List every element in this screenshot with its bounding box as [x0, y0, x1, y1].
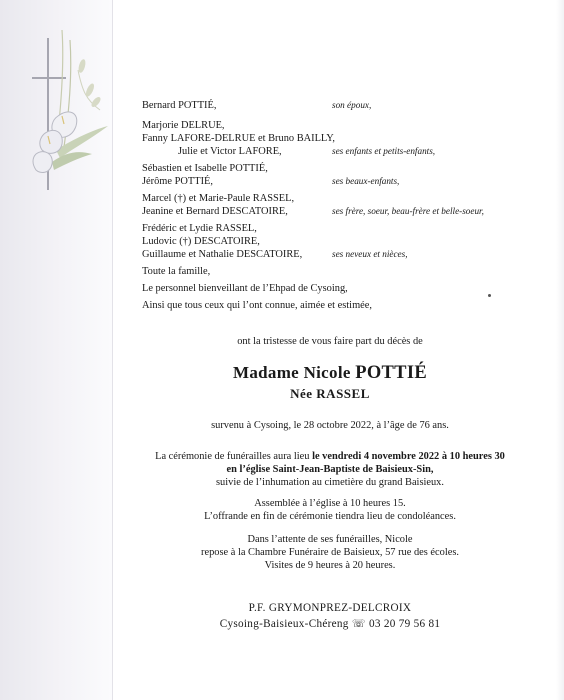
- deceased-name: [120, 363, 540, 384]
- funeral-home-contact: [120, 617, 540, 630]
- family-line: Marcel (†) et Marie-Paule RASSEL,: [142, 193, 295, 204]
- cross-and-lily-illustration: [22, 30, 112, 200]
- deceased-given-name: Madame Nicole: [233, 363, 351, 382]
- family-line: Frédéric et Lydie RASSEL,: [142, 223, 257, 234]
- death-details: survenu à Cysoing, le 28 octobre 2022, à l’âge de 76 ans.: [211, 420, 449, 431]
- ceremony-church: en l’église Saint-Jean-Baptiste de Baisieux-Sin,: [226, 464, 434, 475]
- announcement-line: ont la tristesse de vous faire part du décès de: [237, 336, 423, 347]
- family-line: Le personnel bienveillant de l’Ehpad de Cysoing,: [142, 283, 348, 294]
- relation-label: ses enfants et petits-enfants,: [332, 146, 436, 156]
- family-line: Toute la famille,: [142, 266, 211, 277]
- relation-label: son époux,: [332, 100, 372, 110]
- rest-line-2: repose à la Chambre Funéraire de Baisieux, 57 rue des écoles.: [201, 547, 459, 558]
- family-line: Bernard POTTIÉ,: [142, 100, 217, 111]
- phone-icon: ☏: [351, 617, 366, 630]
- panel-divider: [112, 0, 113, 700]
- relation-label: ses neveux et nièces,: [332, 249, 408, 259]
- ceremony-line-1: [120, 450, 540, 463]
- funeral-home-phone: 03 20 79 56 81: [368, 618, 441, 630]
- family-line: Julie et Victor LAFORE,: [178, 146, 282, 157]
- ceremony-datetime: le vendredi 4 novembre 2022 à 10 heures 30: [312, 451, 505, 462]
- ceremony-burial: suivie de l’inhumation au cimetière du grand Baisieux.: [216, 477, 444, 488]
- family-line: Guillaume et Nathalie DESCATOIRE,: [142, 249, 303, 260]
- offering-line: L’offrande en fin de cérémonie tiendra lieu de condoléances.: [204, 511, 456, 522]
- assembly-line: Assemblée à l’église à 10 heures 15.: [254, 498, 406, 509]
- deceased-surname: POTTIÉ: [355, 363, 427, 383]
- deceased-birth-name: Née RASSEL: [290, 386, 370, 401]
- rest-line-1: Dans l’attente de ses funérailles, Nicole: [247, 534, 413, 545]
- family-line: Jeanine et Bernard DESCATOIRE,: [142, 206, 288, 217]
- family-line: Marjorie DELRUE,: [142, 120, 225, 131]
- scan-speck: [488, 294, 491, 297]
- rest-line-3: Visites de 9 heures à 20 heures.: [264, 560, 396, 571]
- relation-label: ses frère, soeur, beau-frère et belle-soeur,: [332, 206, 484, 216]
- relation-label: ses beaux-enfants,: [332, 176, 400, 186]
- family-line: Fanny LAFORE-DELRUE et Bruno BAILLY,: [142, 133, 336, 144]
- family-line: Sébastien et Isabelle POTTIÉ,: [142, 163, 268, 174]
- family-line: Ludovic (†) DESCATOIRE,: [142, 236, 260, 247]
- family-line: Ainsi que tous ceux qui l’ont connue, aimée et estimée,: [142, 300, 372, 311]
- ceremony-intro: La cérémonie de funérailles aura lieu: [155, 451, 310, 462]
- funeral-home-location: Cysoing-Baisieux-Chéreng: [219, 618, 349, 630]
- funeral-home-name: P.F. GRYMONPREZ-DELCROIX: [248, 602, 412, 614]
- family-line: Jérôme POTTIÉ,: [142, 176, 213, 187]
- page-edge-shadow: [556, 0, 564, 700]
